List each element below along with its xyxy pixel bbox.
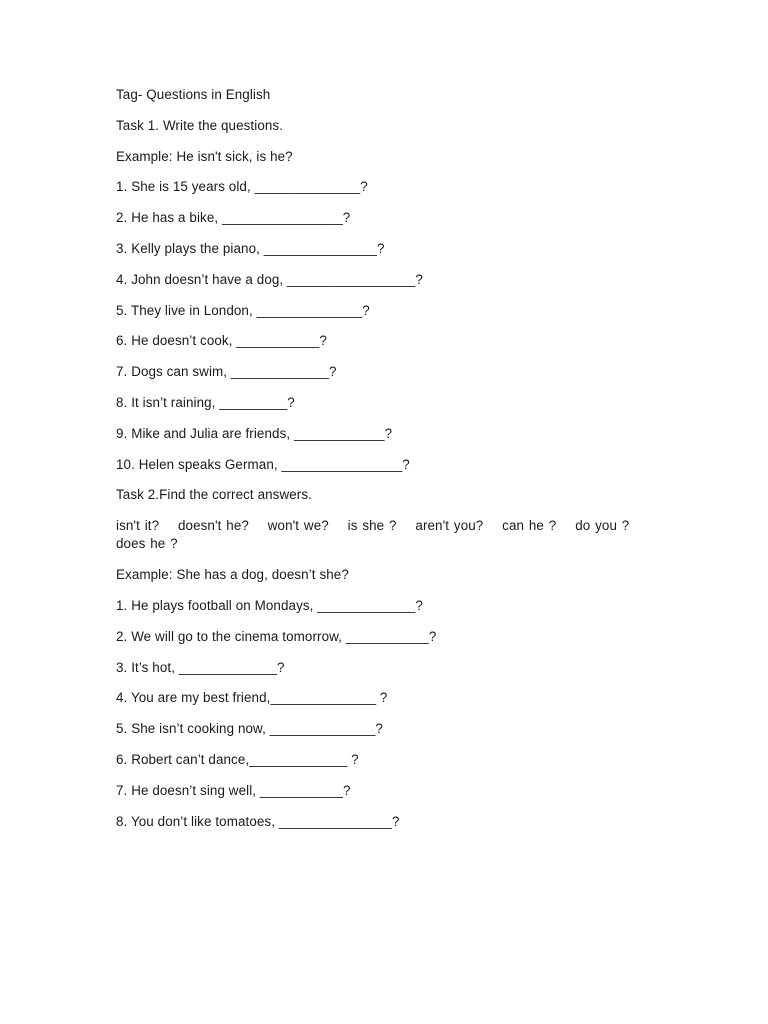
task2-item: 5. She isn’t cooking now, ______________?: [116, 721, 383, 737]
answer-option: is she ?: [347, 518, 397, 534]
task2-item: 1. He plays football on Mondays, _____________?: [116, 597, 423, 613]
task1-item: 10. Helen speaks German, ________________?: [116, 456, 410, 472]
task1-item: 5. They live in London, ______________?: [116, 302, 370, 318]
task2-item: 7. He doesn’t sing well, ___________?: [116, 782, 351, 798]
task2-item: 4. You are my best friend,______________ ?: [116, 690, 388, 706]
task2-item: 3. It’s hot, _____________?: [116, 659, 285, 675]
task2-item: 8. You don’t like tomatoes, _______________?: [116, 813, 400, 829]
task2-example: Example: She has a dog, doesn’t she?: [116, 567, 349, 583]
task1-item: 1. She is 15 years old, ______________?: [116, 179, 368, 195]
task1-example: Example: He isn't sick, is he?: [116, 148, 293, 164]
answer-option: isn't it?: [116, 518, 160, 534]
answer-option: doesn't he?: [178, 518, 249, 534]
task1-item: 9. Mike and Julia are friends, ____________?: [116, 425, 393, 441]
task1-item: 3. Kelly plays the piano, _______________?: [116, 240, 385, 256]
answer-option: does he ?: [116, 536, 178, 552]
task1-list: [116, 178, 646, 486]
task2-answer-options: [116, 517, 646, 566]
task1-item: 6. He doesn’t cook, ___________?: [116, 333, 327, 349]
task1-item: 7. Dogs can swim, _____________?: [116, 364, 337, 380]
answer-option: aren't you?: [415, 518, 484, 534]
answer-option: do you ?: [575, 518, 630, 534]
task1-item: 2. He has a bike, ________________?: [116, 210, 351, 226]
answer-option: can he ?: [502, 518, 557, 534]
task1-item: 8. It isn’t raining, _________?: [116, 394, 295, 410]
answer-option: won't we?: [267, 518, 329, 534]
task1-item: 4. John doesn’t have a dog, _________________?: [116, 271, 423, 287]
worksheet-title: Tag- Questions in English: [116, 87, 271, 102]
task2-item: 2. We will go to the cinema tomorrow, ___________?: [116, 628, 437, 644]
task2-list: [116, 597, 646, 843]
task2-heading: Task 2.Find the correct answers.: [116, 487, 312, 503]
task2-item: 6. Robert can’t dance,_____________ ?: [116, 751, 359, 767]
worksheet: [116, 86, 646, 843]
task1-heading: Task 1. Write the questions.: [116, 117, 284, 133]
